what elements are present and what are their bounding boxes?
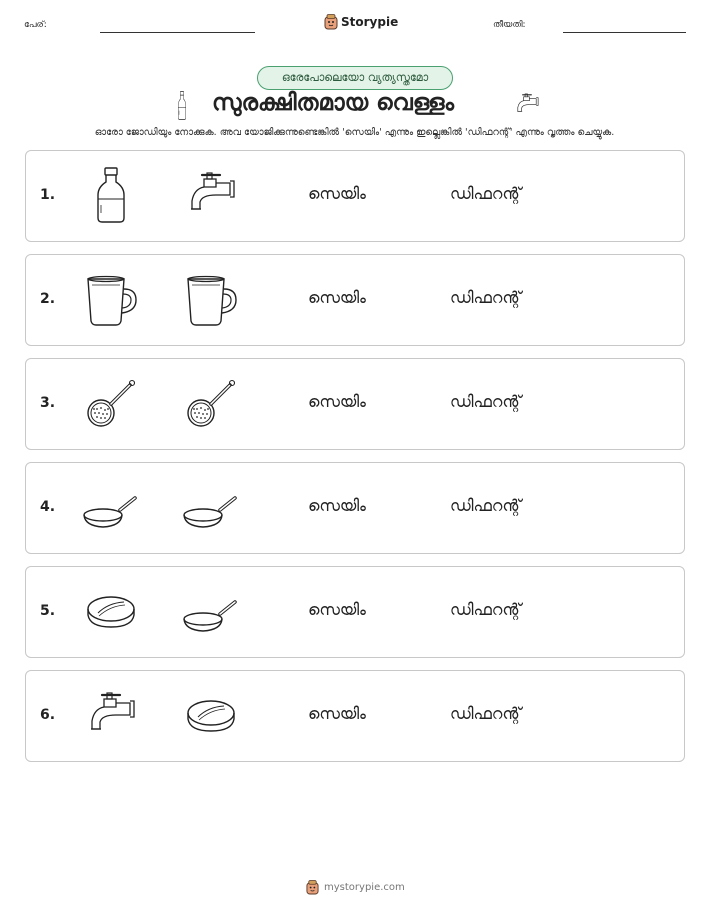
category-badge: ഒരേപോലെയോ വ്യത്യസ്തമോ [257,66,453,90]
question-number: 2. [40,291,56,307]
mug-icon [80,269,142,331]
footer-url[interactable]: mystorypie.com [324,882,405,893]
tap-icon [512,90,542,120]
different-option[interactable]: ഡിഫറന്റ് [450,184,522,203]
instructions: ഓരോ ജോഡിയും നോക്കുക. അവ യോജിക്കുന്നുണ്ടെങ്കിൽ 'സെയിം' എന്നും ഇല്ലെങ്കിൽ 'ഡിഫറന്റ്' എന്നും വൃത്തം ചെയ്യുക. [94,127,615,138]
tablet-icon [180,685,242,747]
question-row [25,566,685,658]
tap-icon [180,165,242,227]
storypie-mascot-icon [324,14,338,30]
same-option[interactable]: സെയിം [308,184,366,203]
date-line [563,32,686,33]
brand-name: Storypie [341,15,399,29]
footer [306,880,405,895]
date-label: തീയതി: [493,20,526,30]
name-line [100,32,255,33]
different-option[interactable]: ഡിഫറന്റ് [450,288,522,307]
question-row [25,358,685,450]
brand-logo [324,14,398,30]
storypie-mascot-icon [306,880,319,895]
pan-icon [180,477,242,539]
tap-icon [80,685,142,747]
pan-icon [180,581,242,643]
bottle-icon [80,165,142,227]
page-title: സുരക്ഷിതമായ വെള്ളം [212,90,455,116]
different-option[interactable]: ഡിഫറന്റ് [450,704,522,723]
different-option[interactable]: ഡിഫറന്റ് [450,392,522,411]
worksheet-header [0,12,709,40]
question-row [25,150,685,242]
same-option[interactable]: സെയിം [308,600,366,619]
same-option[interactable]: സെയിം [308,496,366,515]
pan-icon [80,477,142,539]
strainer-icon [180,373,242,435]
question-number: 6. [40,707,56,723]
same-option[interactable]: സെയിം [308,392,366,411]
question-number: 4. [40,499,56,515]
mug-icon [180,269,242,331]
same-option[interactable]: സെയിം [308,288,366,307]
bottle-icon [173,90,191,122]
same-option[interactable]: സെയിം [308,704,366,723]
different-option[interactable]: ഡിഫറന്റ് [450,496,522,515]
name-label: പേര്: [24,20,47,30]
strainer-icon [80,373,142,435]
question-row [25,670,685,762]
question-row [25,462,685,554]
question-row [25,254,685,346]
title-row [0,88,709,124]
different-option[interactable]: ഡിഫറന്റ് [450,600,522,619]
question-number: 5. [40,603,56,619]
question-number: 3. [40,395,56,411]
tablet-icon [80,581,142,643]
question-number: 1. [40,187,56,203]
